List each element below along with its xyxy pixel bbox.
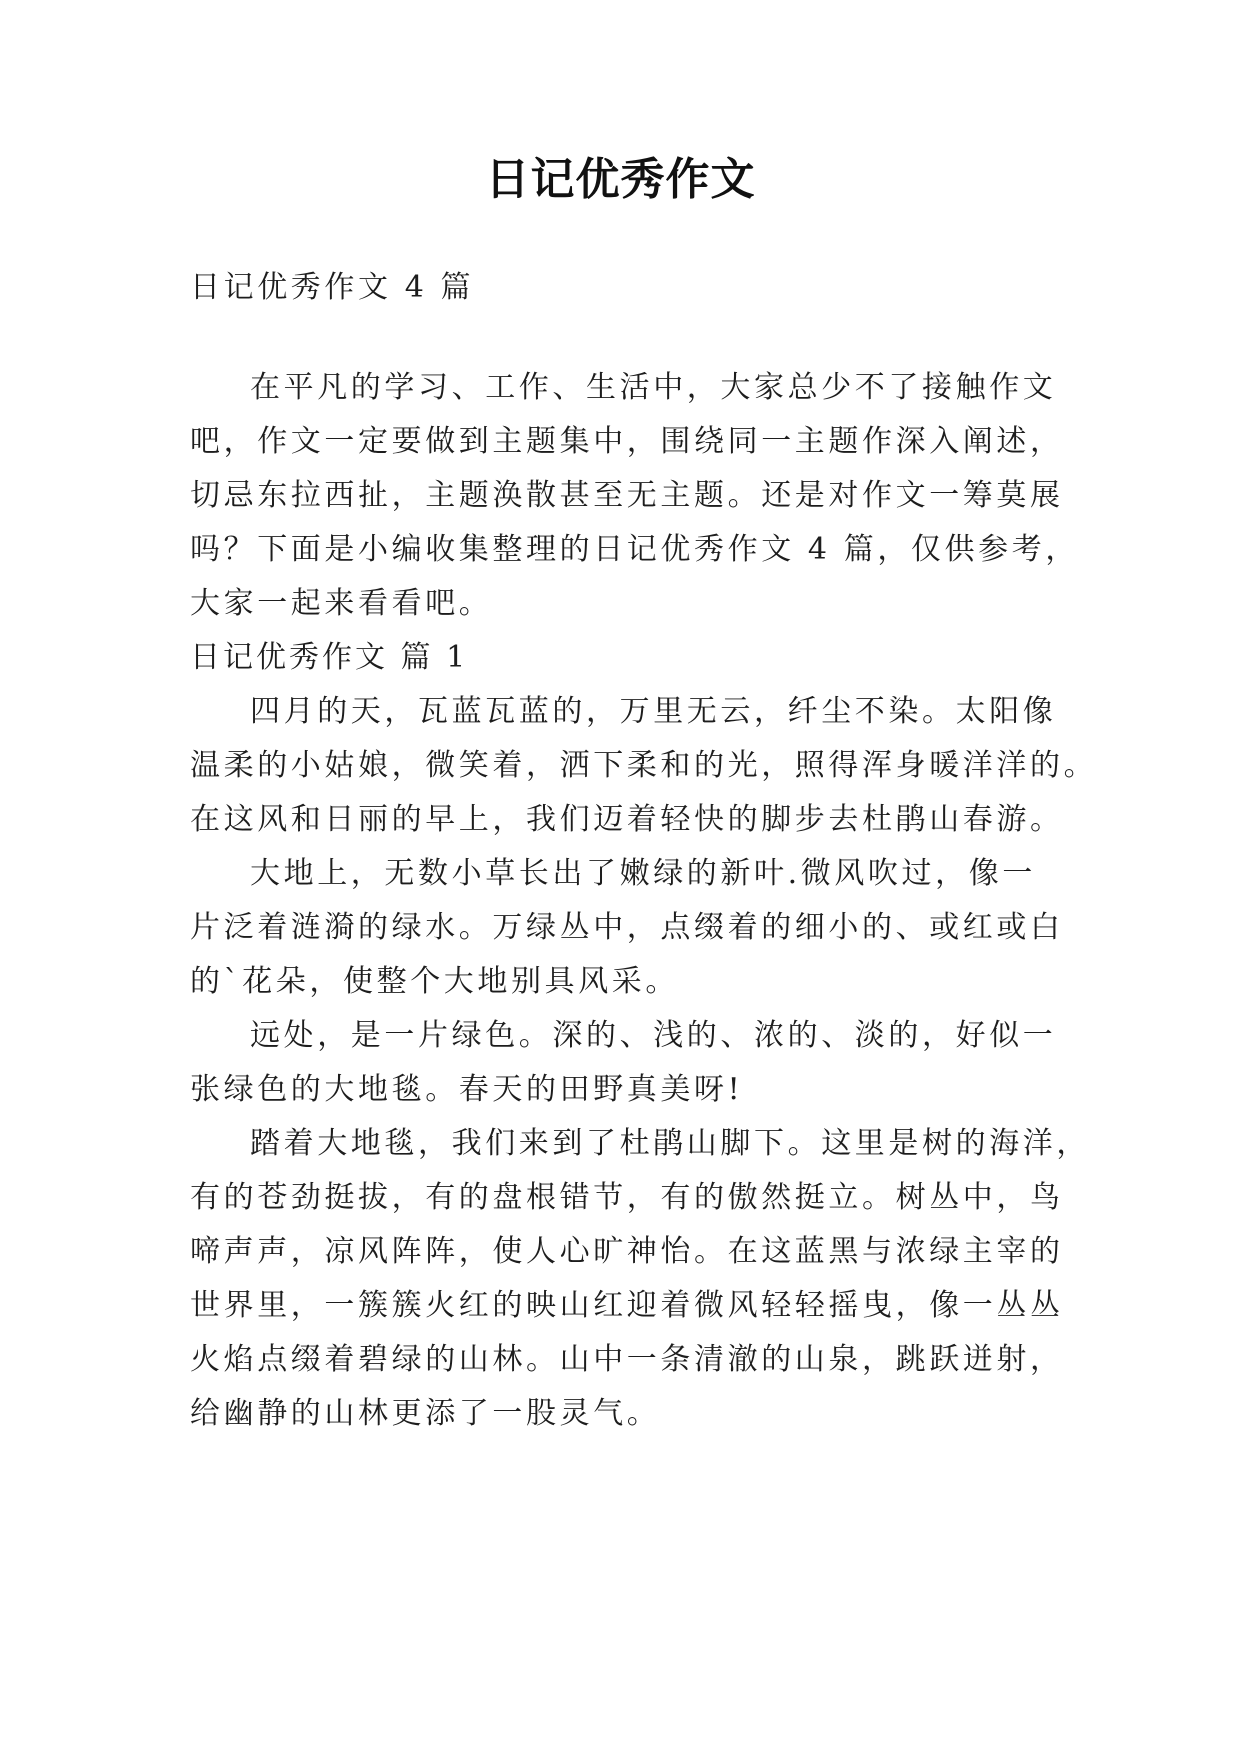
- section-paragraph-line: 温柔的小姑娘，微笑着，洒下柔和的光，照得浑身暖洋洋的。: [190, 748, 1098, 783]
- section-paragraph-line: 片泛着涟漪的绿水。万绿丛中，点缀着的细小的、或红或白: [190, 910, 1064, 945]
- section-paragraph-line: 世界里，一簇簇火红的映山红迎着微风轻轻摇曳，像一丛丛: [190, 1288, 1064, 1323]
- section-heading: 日记优秀作文 篇 1: [190, 640, 469, 675]
- document-subtitle: 日记优秀作文 4 篇: [190, 270, 475, 305]
- section-paragraph-line: 的`花朵，使整个大地别具风采。: [190, 964, 679, 999]
- intro-paragraph-line: 在平凡的学习、工作、生活中，大家总少不了接触作文: [250, 370, 1057, 405]
- section-paragraph-line: 远处，是一片绿色。深的、浅的、浓的、淡的，好似一: [250, 1018, 1057, 1053]
- intro-paragraph-line: 大家一起来看看吧。: [190, 586, 493, 621]
- section-paragraph-line: 在这风和日丽的早上，我们迈着轻快的脚步去杜鹃山春游。: [190, 802, 1064, 837]
- document-title: 日记优秀作文: [485, 154, 756, 205]
- section-paragraph-line: 张绿色的大地毯。春天的田野真美呀!: [190, 1072, 744, 1107]
- section-paragraph-line: 大地上，无数小草长出了嫩绿的新叶.微风吹过，像一: [250, 856, 1036, 891]
- section-paragraph-line: 给幽静的山林更添了一股灵气。: [190, 1396, 661, 1431]
- section-paragraph-line: 火焰点缀着碧绿的山林。山中一条清澈的山泉，跳跃迸射，: [190, 1342, 1064, 1377]
- section-paragraph-line: 踏着大地毯，我们来到了杜鹃山脚下。这里是树的海洋，: [250, 1126, 1090, 1161]
- intro-paragraph-line: 切忌东拉西扯，主题涣散甚至无主题。还是对作文一筹莫展: [190, 478, 1064, 513]
- section-paragraph-line: 啼声声，凉风阵阵，使人心旷神怡。在这蓝黑与浓绿主宰的: [190, 1234, 1064, 1269]
- intro-paragraph-line: 吧，作文一定要做到主题集中，围绕同一主题作深入阐述，: [190, 424, 1064, 459]
- section-paragraph-line: 有的苍劲挺拔，有的盘根错节，有的傲然挺立。树丛中，鸟: [190, 1180, 1064, 1215]
- intro-paragraph-line: 吗？下面是小编收集整理的日记优秀作文 4 篇，仅供参考，: [190, 532, 1079, 567]
- section-paragraph-line: 四月的天，瓦蓝瓦蓝的，万里无云，纤尘不染。太阳像: [250, 694, 1057, 729]
